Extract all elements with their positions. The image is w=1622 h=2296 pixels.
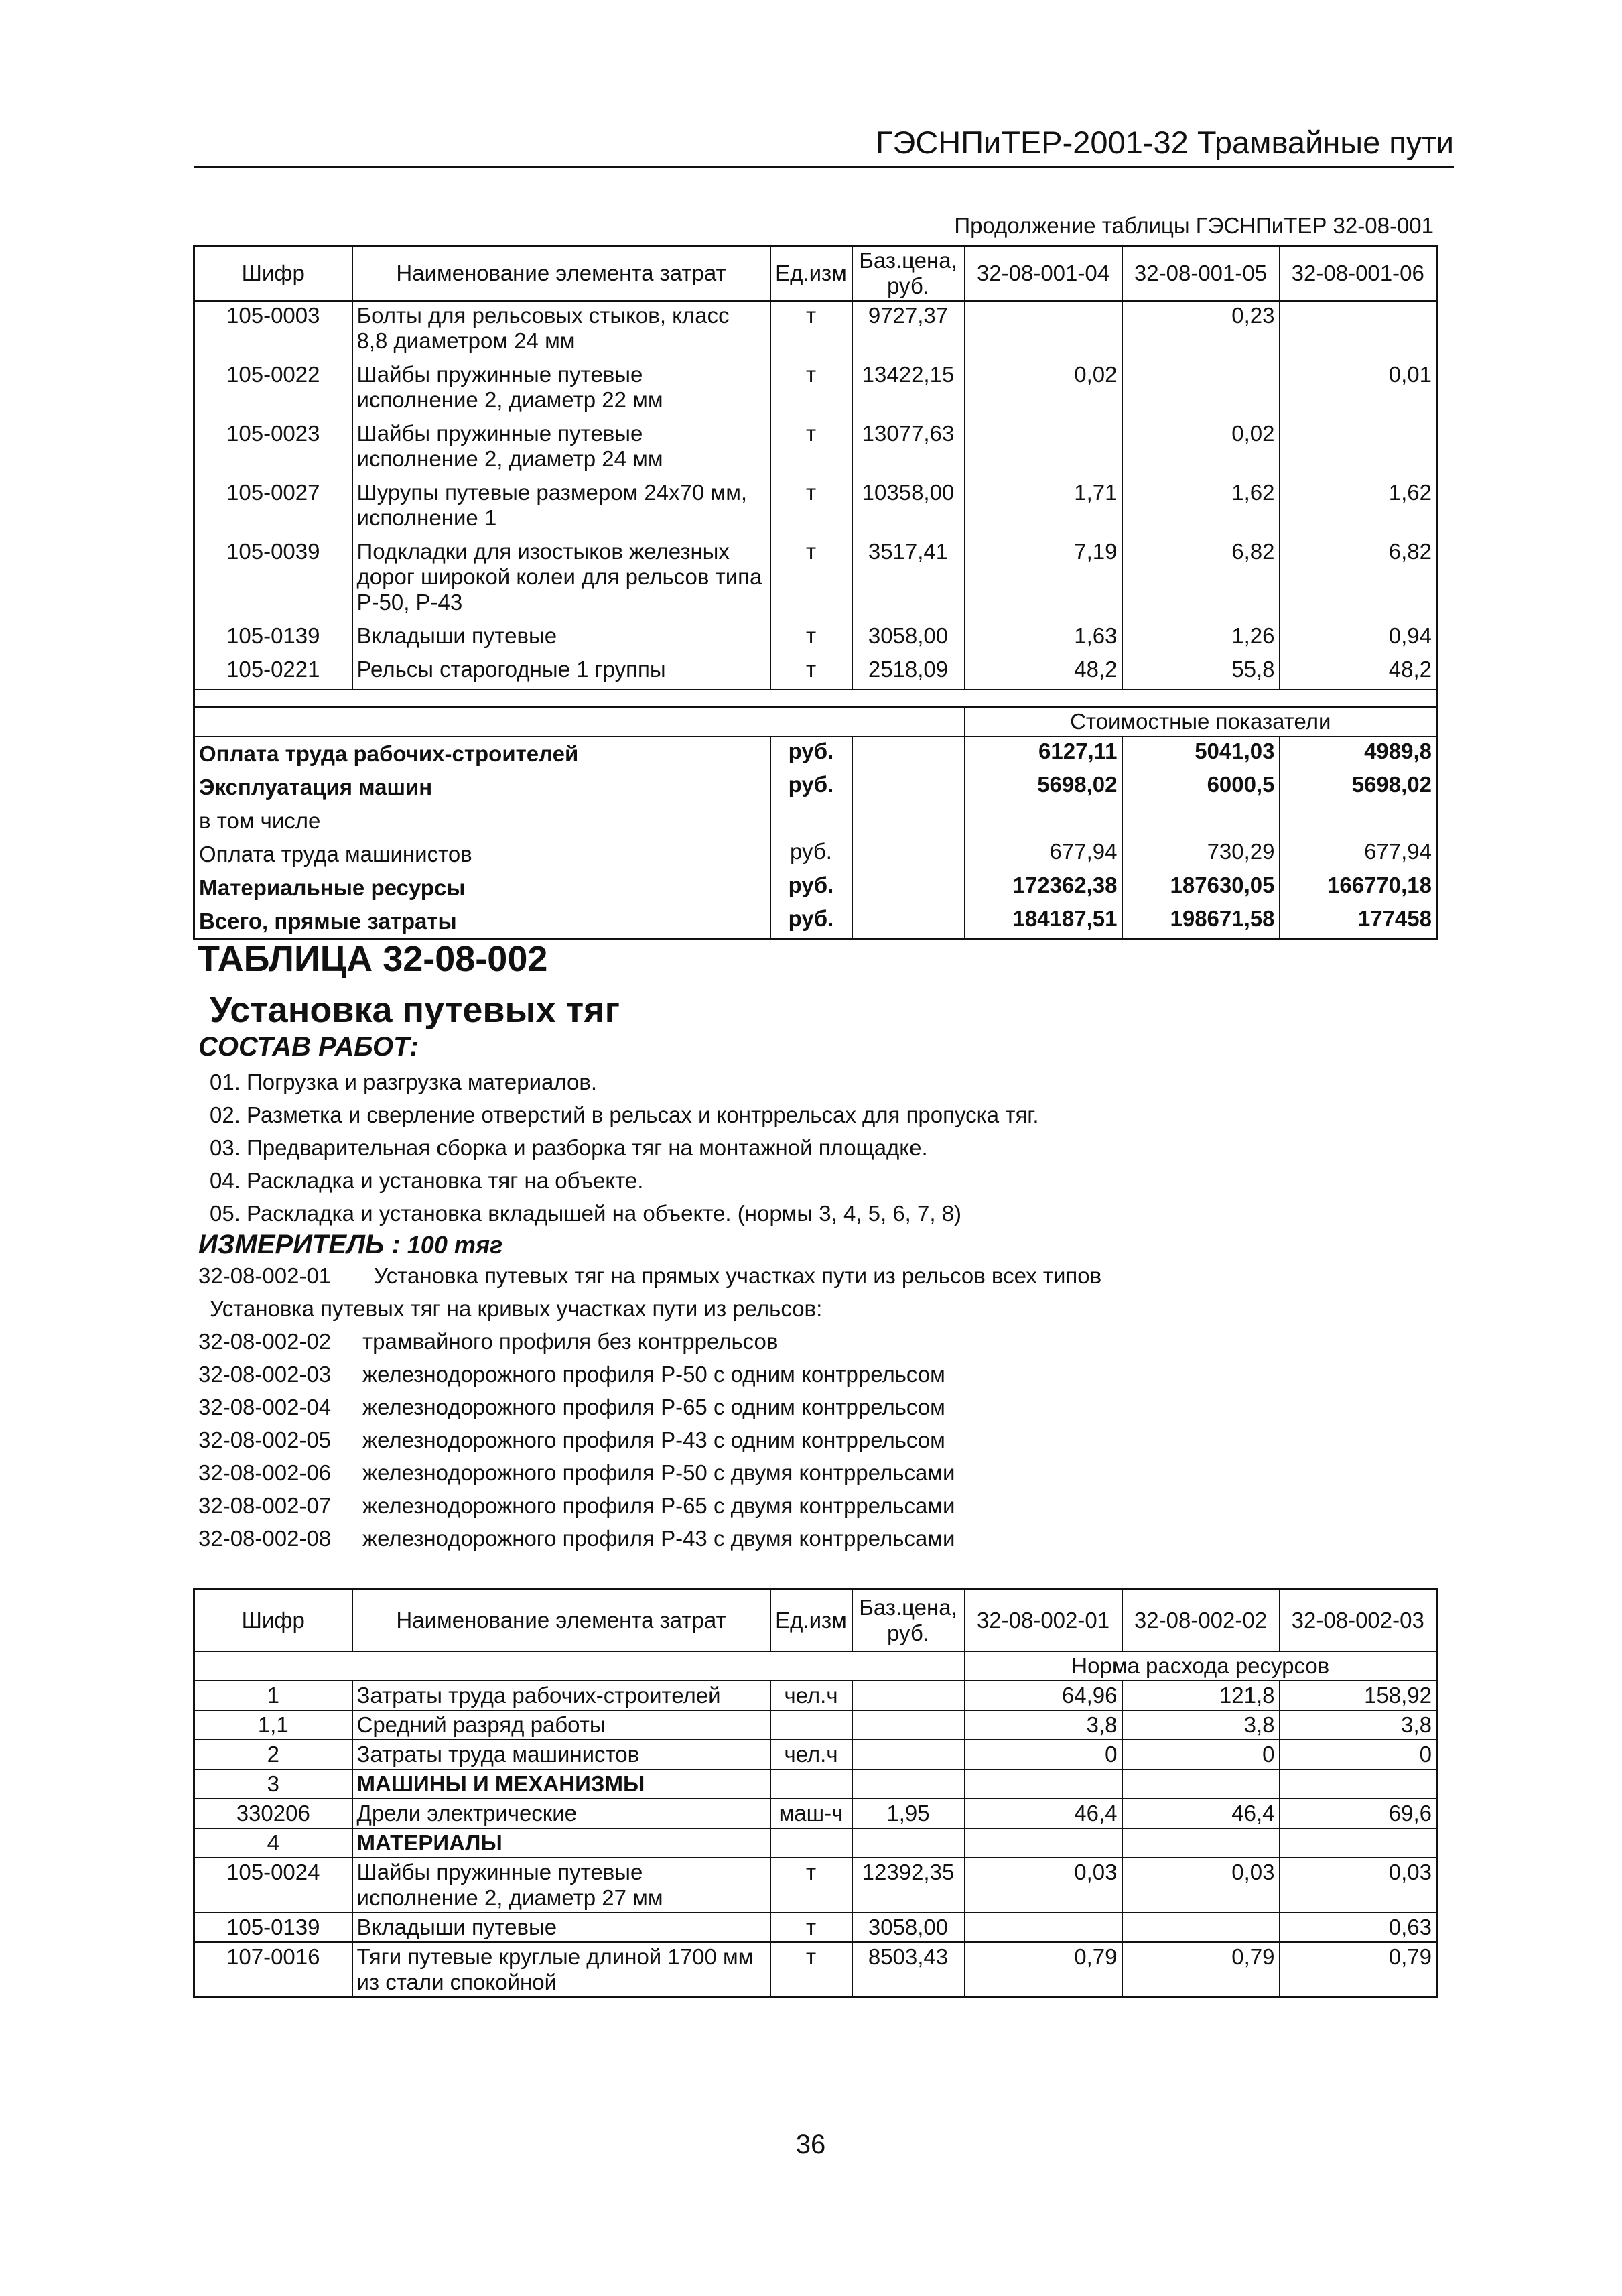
row-unit: [770, 1710, 852, 1740]
cost-row-unit: руб.: [770, 871, 852, 905]
row-value-2: [1122, 1769, 1280, 1799]
row-price: [852, 1710, 965, 1740]
section-subtitle: Установка путевых тяг: [210, 990, 620, 1030]
section-title: ТАБЛИЦА 32-08-002: [198, 939, 548, 979]
norm-code: 32-08-002-06: [198, 1460, 332, 1485]
row-code: 105-0139: [194, 1913, 352, 1942]
works-item: 03. Предварительная сборка и разборка тяг на монтажной площадке.: [210, 1135, 928, 1160]
cost-row-value-2: [1122, 804, 1280, 838]
norm-item: [198, 1423, 955, 1456]
row-price: 8503,43: [852, 1942, 965, 1998]
row-value-2: 0,79: [1122, 1942, 1280, 1998]
row-value-1: [965, 420, 1122, 479]
works-list: [210, 1066, 1038, 1230]
table2-header-row: [194, 1590, 1437, 1652]
row-value-3: 0: [1280, 1740, 1437, 1769]
row-unit: [770, 1769, 852, 1799]
table-row: [194, 1828, 1437, 1858]
row-value-3: 69,6: [1280, 1799, 1437, 1828]
row-value-3: [1280, 301, 1437, 361]
row-code: 330206: [194, 1799, 352, 1828]
cost-row-unit: [770, 804, 852, 838]
norm-item: [198, 1391, 955, 1423]
table2-header-price: Баз.цена, руб.: [852, 1590, 965, 1652]
row-unit: т: [770, 1858, 852, 1913]
row-value-1: 1,71: [965, 479, 1122, 537]
cost-row-unit: руб.: [770, 771, 852, 804]
row-unit: маш-ч: [770, 1799, 852, 1828]
table1-header-price: Баз.цена, руб.: [852, 246, 965, 302]
cost-row-name: Оплата труда рабочих-строителей: [194, 737, 770, 771]
row-price: 1,95: [852, 1799, 965, 1828]
table1-header-col2: 32-08-001-05: [1122, 246, 1280, 302]
row-value-2: 0,23: [1122, 301, 1280, 361]
cost-row-value-1: 5698,02: [965, 771, 1122, 804]
norm-first: [198, 1259, 1101, 1292]
measure-value: 100 тяг: [407, 1231, 503, 1259]
row-value-2: 0,03: [1122, 1858, 1280, 1913]
row-value-1: 3,8: [965, 1710, 1122, 1740]
row-value-1: 0: [965, 1740, 1122, 1769]
row-value-1: 64,96: [965, 1681, 1122, 1710]
table1-header-row: [194, 246, 1437, 302]
row-code: 3: [194, 1769, 352, 1799]
row-unit: т: [770, 361, 852, 420]
row-unit: т: [770, 655, 852, 690]
row-value-2: 0: [1122, 1740, 1280, 1769]
row-code: 1,1: [194, 1710, 352, 1740]
table2-norm-header-row: [194, 1651, 1437, 1681]
table1-header-name: Наименование элемента затрат: [352, 246, 770, 302]
row-value-2: [1122, 1913, 1280, 1942]
row-value-2: [1122, 1828, 1280, 1858]
row-unit: чел.ч: [770, 1681, 852, 1710]
row-value-2: 1,26: [1122, 622, 1280, 655]
table1-header-code: Шифр: [241, 261, 305, 285]
cost-row-price: [852, 905, 965, 940]
table-row: [194, 655, 1437, 690]
row-unit: чел.ч: [770, 1740, 852, 1769]
row-code: 1: [194, 1681, 352, 1710]
cost-row-price: [852, 804, 965, 838]
measure-line: [198, 1230, 502, 1260]
row-name: Рельсы старогодные 1 группы: [352, 655, 770, 690]
norm-header-blank: [194, 1651, 965, 1681]
norm-text: железнодорожного профиля Р-43 с двумя контррельсами: [362, 1526, 955, 1551]
row-code: 105-0221: [226, 657, 320, 682]
cost-header-blank: [194, 707, 965, 737]
table-row: [194, 537, 1437, 622]
row-name: Вкладыши путевые: [352, 1913, 770, 1942]
table-row: [194, 1681, 1437, 1710]
page-number: 36: [795, 2130, 826, 2159]
row-price: 13077,63: [852, 420, 965, 479]
cost-row-value-2: 5041,03: [1122, 737, 1280, 771]
row-name: Дрели электрические: [352, 1799, 770, 1828]
table1-header-unit: Ед.изм: [770, 246, 852, 302]
cost-row: [194, 771, 1437, 804]
row-price: 2518,09: [852, 655, 965, 690]
row-code: 105-0139: [226, 623, 320, 648]
cost-row-name: Эксплуатация машин: [199, 775, 433, 800]
cost-row: [194, 871, 1437, 905]
row-name: Шайбы пружинные путевые исполнение 2, диаметр 22 мм: [352, 361, 770, 420]
table-row: [194, 301, 1437, 361]
cost-row-value-3: 177458: [1280, 905, 1437, 940]
table-row: [194, 622, 1437, 655]
norm-code: 32-08-002-05: [198, 1427, 332, 1452]
norm-text: железнодорожного профиля Р-65 с двумя контррельсами: [362, 1493, 955, 1518]
row-value-1: 0,79: [965, 1942, 1122, 1998]
norm-item: [198, 1456, 955, 1489]
norm-item: [198, 1358, 955, 1391]
works-heading: СОСТАВ РАБОТ:: [198, 1032, 419, 1062]
table2-header-col3: 32-08-002-03: [1280, 1590, 1437, 1652]
table-row: [194, 1942, 1437, 1998]
norm-code: 32-08-002-03: [198, 1362, 332, 1387]
row-value-1: 0,03: [965, 1858, 1122, 1913]
row-value-2: 0,02: [1122, 420, 1280, 479]
works-item: 04. Раскладка и установка тяг на объекте.: [210, 1168, 644, 1193]
table2-header-col2: 32-08-002-02: [1122, 1590, 1280, 1652]
spacer-cell: [194, 690, 1437, 707]
row-value-3: 0,63: [1280, 1913, 1437, 1942]
cost-row-value-3: 5698,02: [1280, 771, 1437, 804]
table-row: [194, 479, 1437, 537]
row-value-1: 46,4: [965, 1799, 1122, 1828]
row-value-2: 6,82: [1122, 537, 1280, 622]
row-name: МАШИНЫ И МЕХАНИЗМЫ: [352, 1769, 770, 1799]
row-value-2: 1,62: [1122, 479, 1280, 537]
norm-item: [198, 1325, 955, 1358]
cost-row: [194, 804, 1437, 838]
row-value-3: 3,8: [1280, 1710, 1437, 1740]
row-name: Средний разряд работы: [352, 1710, 770, 1740]
cost-row-value-2: 730,29: [1122, 838, 1280, 871]
norm-text: железнодорожного профиля Р-65 с одним контррельсом: [362, 1395, 945, 1419]
row-value-3: 0,79: [1280, 1942, 1437, 1998]
row-name: Затраты труда рабочих-строителей: [352, 1681, 770, 1710]
works-item: 01. Погрузка и разгрузка материалов.: [210, 1070, 598, 1094]
row-name: Подкладки для изостыков железных дорог широкой колеи для рельсов типа Р-50, Р-43: [352, 537, 770, 622]
table-row: [194, 420, 1437, 479]
row-price: [852, 1828, 965, 1858]
row-unit: т: [770, 1913, 852, 1942]
row-code: 2: [194, 1740, 352, 1769]
row-price: 3517,41: [852, 537, 965, 622]
row-value-3: 158,92: [1280, 1681, 1437, 1710]
cost-row-price: [852, 771, 965, 804]
norm-text: железнодорожного профиля Р-50 с одним контррельсом: [362, 1362, 945, 1387]
table-row: [194, 1740, 1437, 1769]
row-code: 105-0003: [194, 301, 352, 361]
cost-row-value-1: [965, 804, 1122, 838]
table2: [193, 1588, 1438, 1998]
cost-row-value-1: 6127,11: [965, 737, 1122, 771]
cost-row-value-1: 677,94: [965, 838, 1122, 871]
norm-text: Установка путевых тяг на прямых участках пути из рельсов всех типов: [374, 1263, 1102, 1288]
cost-row-value-1: 172362,38: [965, 871, 1122, 905]
cost-row-price: [852, 838, 965, 871]
cost-row-name: Материальные ресурсы: [199, 875, 466, 900]
norm-group-heading: Установка путевых тяг на кривых участках пути из рельсов:: [210, 1296, 823, 1321]
row-value-3: 6,82: [1280, 537, 1437, 622]
row-value-2: [1122, 361, 1280, 420]
row-value-1: 7,19: [965, 537, 1122, 622]
row-value-1: [965, 1913, 1122, 1942]
measure-label: ИЗМЕРИТЕЛЬ :: [198, 1230, 401, 1259]
row-value-2: 3,8: [1122, 1710, 1280, 1740]
cost-row-unit: руб.: [770, 905, 852, 940]
table2-header-col1: 32-08-002-01: [965, 1590, 1122, 1652]
cost-row-value-3: 4989,8: [1280, 737, 1437, 771]
row-unit: т: [770, 622, 852, 655]
row-value-2: 121,8: [1122, 1681, 1280, 1710]
norm-code: 32-08-002-01: [198, 1263, 332, 1288]
table-row: [194, 1799, 1437, 1828]
row-name: Тяги путевые круглые длиной 1700 мм из стали спокойной: [352, 1942, 770, 1998]
cost-row-name: в том числе: [199, 808, 321, 833]
table1-cost-header-row: [194, 707, 1437, 737]
cost-row-unit: руб.: [770, 838, 852, 871]
table1-header-col1: 32-08-001-04: [965, 246, 1122, 302]
row-value-1: 0,02: [965, 361, 1122, 420]
row-code: 105-0039: [226, 539, 320, 564]
row-value-3: 0,03: [1280, 1858, 1437, 1913]
works-item: 05. Раскладка и установка вкладышей на объекте. (нормы 3, 4, 5, 6, 7, 8): [210, 1201, 962, 1226]
row-name: Шурупы путевые размером 24x70 мм, исполнение 1: [352, 479, 770, 537]
norm-text: трамвайного профиля без контррельсов: [362, 1329, 779, 1354]
cost-row-value-3: [1280, 804, 1437, 838]
norm-code: 32-08-002-04: [198, 1395, 332, 1419]
row-value-3: 0,01: [1280, 361, 1437, 420]
row-code: 105-0022: [226, 362, 320, 387]
row-value-1: 1,63: [965, 622, 1122, 655]
norm-code: 32-08-002-02: [198, 1329, 332, 1354]
cost-row-price: [852, 737, 965, 771]
table2-header-name: Наименование элемента затрат: [352, 1590, 770, 1652]
norm-text: железнодорожного профиля Р-50 с двумя контррельсами: [362, 1460, 955, 1485]
row-name: Затраты труда машинистов: [352, 1740, 770, 1769]
row-value-1: [965, 301, 1122, 361]
cost-row: [194, 905, 1437, 940]
row-value-3: 48,2: [1280, 655, 1437, 690]
row-price: 12392,35: [852, 1858, 965, 1913]
cost-row-name: Оплата труда машинистов: [199, 842, 472, 867]
row-unit: т: [770, 479, 852, 537]
row-name: Шайбы пружинные путевые исполнение 2, диаметр 27 мм: [352, 1858, 770, 1913]
row-price: [852, 1681, 965, 1710]
row-unit: т: [770, 301, 852, 361]
cost-row-value-2: 198671,58: [1122, 905, 1280, 940]
table-row: [194, 361, 1437, 420]
row-name: Болты для рельсовых стыков, класс 8,8 диаметром 24 мм: [352, 301, 770, 361]
norm-code: 32-08-002-08: [198, 1526, 332, 1551]
cost-row-value-3: 166770,18: [1280, 871, 1437, 905]
row-price: 3058,00: [852, 1913, 965, 1942]
row-code: 107-0016: [194, 1942, 352, 1998]
table2-header-code: Шифр: [241, 1608, 305, 1633]
row-value-3: [1280, 1769, 1437, 1799]
cost-row-value-1: 184187,51: [965, 905, 1122, 940]
row-value-3: [1280, 420, 1437, 479]
norm-item: [198, 1489, 955, 1522]
row-price: 10358,00: [852, 479, 965, 537]
table1-continuation-note: Продолжение таблицы ГЭСНПиТЕР 32-08-001: [954, 213, 1434, 238]
cost-row: [194, 737, 1437, 771]
row-value-1: 48,2: [965, 655, 1122, 690]
table-row: [194, 1769, 1437, 1799]
cost-row-value-2: 187630,05: [1122, 871, 1280, 905]
row-code: 105-0027: [226, 480, 320, 505]
cost-row-value-2: 6000,5: [1122, 771, 1280, 804]
table1-header-col3: 32-08-001-06: [1280, 246, 1437, 302]
table1: [193, 245, 1438, 940]
row-value-1: [965, 1769, 1122, 1799]
row-value-2: 46,4: [1122, 1799, 1280, 1828]
norm-text: железнодорожного профиля Р-43 с одним контррельсом: [362, 1427, 945, 1452]
cost-row-name: Всего, прямые затраты: [199, 909, 457, 934]
row-price: 3058,00: [852, 622, 965, 655]
row-price: 13422,15: [852, 361, 965, 420]
table1-spacer-row: [194, 690, 1437, 707]
table-row: [194, 1913, 1437, 1942]
table-row: [194, 1858, 1437, 1913]
table-row: [194, 1710, 1437, 1740]
table2-header-unit: Ед.изм: [770, 1590, 852, 1652]
row-value-1: [965, 1828, 1122, 1858]
row-unit: [770, 1828, 852, 1858]
row-price: 9727,37: [852, 301, 965, 361]
row-price: [852, 1769, 965, 1799]
running-head: ГЭСНПиТЕР-2001-32 Трамвайные пути: [194, 124, 1454, 168]
row-name: Вкладыши путевые: [352, 622, 770, 655]
row-name: МАТЕРИАЛЫ: [352, 1828, 770, 1858]
norm-item: [198, 1522, 955, 1555]
row-value-3: 0,94: [1280, 622, 1437, 655]
row-unit: т: [770, 420, 852, 479]
row-value-3: [1280, 1828, 1437, 1858]
row-code: 4: [194, 1828, 352, 1858]
row-code: 105-0024: [194, 1858, 352, 1913]
cost-row-unit: руб.: [770, 737, 852, 771]
row-value-2: 55,8: [1122, 655, 1280, 690]
norm-code: 32-08-002-07: [198, 1493, 332, 1518]
works-item: 02. Разметка и сверление отверстий в рельсах и контррельсах для пропуска тяг.: [210, 1102, 1039, 1127]
row-code: 105-0023: [226, 421, 320, 446]
row-value-3: 1,62: [1280, 479, 1437, 537]
norm-header: Норма расхода ресурсов: [965, 1651, 1437, 1681]
cost-row: [194, 838, 1437, 871]
cost-header: Стоимостные показатели: [965, 707, 1437, 737]
cost-row-value-3: 677,94: [1280, 838, 1437, 871]
row-unit: т: [770, 1942, 852, 1998]
row-price: [852, 1740, 965, 1769]
row-unit: т: [770, 537, 852, 622]
row-name: Шайбы пружинные путевые исполнение 2, диаметр 24 мм: [352, 420, 770, 479]
cost-row-price: [852, 871, 965, 905]
norms-list: [198, 1325, 955, 1555]
